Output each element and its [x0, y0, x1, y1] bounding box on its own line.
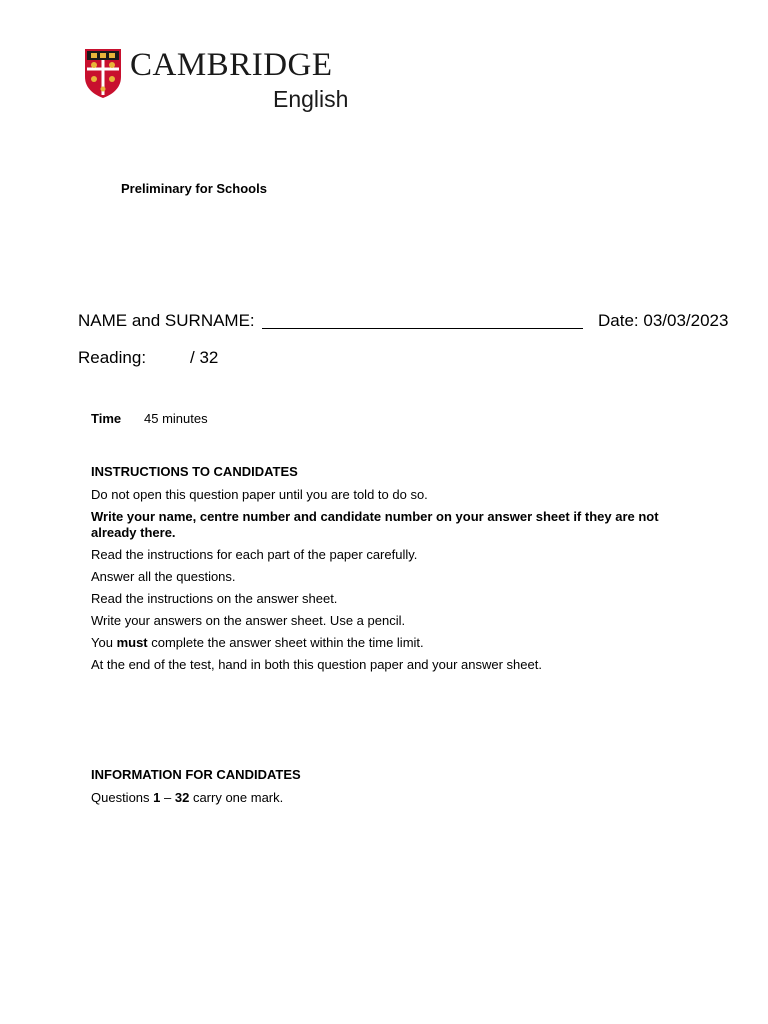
information-text: [91, 790, 283, 806]
instruction-item: [91, 547, 701, 563]
information-text-segment: 1: [153, 790, 161, 805]
name-surname-label: NAME and SURNAME:: [78, 311, 255, 330]
instruction-item: [91, 509, 701, 541]
reading-label: Reading:: [78, 348, 147, 367]
instruction-item: [91, 591, 701, 607]
name-surname-field[interactable]: [262, 328, 583, 329]
information-text-segment: Questions: [91, 790, 154, 805]
instructions-list: [91, 487, 701, 679]
instruction-text: Read the instructions on the answer sheet.: [91, 591, 338, 606]
instruction-item: [91, 613, 701, 629]
information-heading: INFORMATION FOR CANDIDATES: [91, 767, 301, 782]
instruction-item: [91, 657, 701, 673]
instruction-text: At the end of the test, hand in both this question paper and your answer sheet.: [91, 657, 542, 672]
instruction-text: Write your answers on the answer sheet. Use a pencil.: [91, 613, 406, 628]
instruction-text: must: [116, 635, 148, 650]
instructions-heading: INSTRUCTIONS TO CANDIDATES: [91, 464, 298, 479]
information-text-segment: carry one mark.: [189, 790, 284, 805]
time-value: 45 minutes: [144, 411, 208, 426]
information-text-segment: 32: [174, 790, 190, 805]
information-text-segment: –: [160, 790, 175, 805]
logo-subtitle: English: [273, 86, 349, 112]
instruction-text: Answer all the questions.: [91, 569, 236, 584]
reading-score: / 32: [190, 348, 219, 367]
instruction-text: Read the instructions for each part of the paper carefully.: [91, 547, 418, 562]
instruction-item: [91, 569, 701, 585]
instruction-item: [91, 487, 701, 503]
date-value: 03/03/2023: [643, 311, 729, 330]
date-field: [598, 311, 728, 331]
cambridge-english-logo: [83, 47, 363, 117]
exam-name: Preliminary for Schools: [121, 181, 267, 196]
logo-wordmark: CAMBRIDGE: [130, 47, 333, 83]
instruction-text: complete the answer sheet within the time limit.: [147, 635, 424, 650]
instruction-text: Write your name, centre number and candidate number on your answer sheet if they are not already there.: [91, 509, 659, 540]
instruction-item: [91, 635, 701, 651]
date-label: Date:: [598, 311, 639, 330]
cambridge-crest-icon: [83, 47, 123, 99]
time-label: Time: [91, 411, 122, 426]
instruction-text: Do not open this question paper until you are told to do so.: [91, 487, 428, 502]
instruction-text: You: [91, 635, 117, 650]
